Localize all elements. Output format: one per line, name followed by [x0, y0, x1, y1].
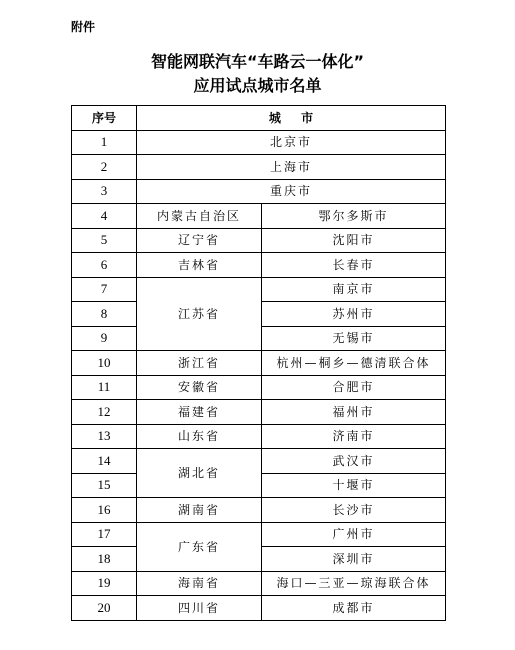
table-row	[72, 130, 446, 155]
row-number: 18	[72, 547, 137, 572]
row-number: 4	[72, 204, 137, 229]
table-row	[72, 155, 446, 180]
city-cell: 无锡市	[262, 326, 446, 351]
province-cell: 山东省	[137, 424, 262, 449]
document-title-line-2: 应用试点城市名单	[193, 76, 322, 95]
header-city: 城 市	[137, 106, 446, 131]
table-row	[72, 277, 446, 302]
table-row	[72, 522, 446, 547]
city-cell: 长春市	[262, 253, 446, 278]
row-number: 1	[72, 130, 137, 155]
city-cell: 苏州市	[262, 302, 446, 327]
row-number: 6	[72, 253, 137, 278]
city-cell: 深圳市	[262, 547, 446, 572]
city-cell: 武汉市	[262, 449, 446, 474]
province-cell: 湖南省	[137, 498, 262, 523]
city-cell: 杭州—桐乡—德清联合体	[262, 351, 446, 376]
table-row	[72, 400, 446, 425]
city-cell: 十堰市	[262, 473, 446, 498]
row-number: 2	[72, 155, 137, 180]
row-number: 8	[72, 302, 137, 327]
table-row	[72, 498, 446, 523]
row-number: 10	[72, 351, 137, 376]
city-cell: 上海市	[137, 155, 446, 180]
table-row	[72, 596, 446, 621]
row-number: 11	[72, 375, 137, 400]
city-cell: 济南市	[262, 424, 446, 449]
city-cell: 合肥市	[262, 375, 446, 400]
table-row	[72, 449, 446, 474]
city-cell: 南京市	[262, 277, 446, 302]
row-number: 20	[72, 596, 137, 621]
city-cell: 沈阳市	[262, 228, 446, 253]
table-row	[72, 253, 446, 278]
row-number: 13	[72, 424, 137, 449]
row-number: 19	[72, 571, 137, 596]
province-cell: 内蒙古自治区	[137, 204, 262, 229]
province-cell: 浙江省	[137, 351, 262, 376]
table-row	[72, 571, 446, 596]
province-cell: 海南省	[137, 571, 262, 596]
row-number: 16	[72, 498, 137, 523]
city-cell: 长沙市	[262, 498, 446, 523]
document-title-line-1: 智能网联汽车“车路云一体化”	[150, 52, 365, 71]
row-number: 7	[72, 277, 137, 302]
table-row	[72, 204, 446, 229]
city-cell: 海口—三亚—琼海联合体	[262, 571, 446, 596]
province-cell: 广东省	[137, 522, 262, 571]
row-number: 17	[72, 522, 137, 547]
row-number: 12	[72, 400, 137, 425]
table-header-row	[72, 106, 446, 131]
pilot-cities-table	[71, 105, 446, 621]
city-cell: 重庆市	[137, 179, 446, 204]
row-number: 3	[72, 179, 137, 204]
city-cell: 鄂尔多斯市	[262, 204, 446, 229]
table-row	[72, 424, 446, 449]
city-cell: 广州市	[262, 522, 446, 547]
row-number: 14	[72, 449, 137, 474]
table-row	[72, 351, 446, 376]
province-cell: 辽宁省	[137, 228, 262, 253]
province-cell: 湖北省	[137, 449, 262, 498]
header-number: 序号	[72, 106, 137, 131]
province-cell: 安徽省	[137, 375, 262, 400]
table-row	[72, 228, 446, 253]
city-cell: 福州市	[262, 400, 446, 425]
province-cell: 四川省	[137, 596, 262, 621]
province-cell: 江苏省	[137, 277, 262, 351]
row-number: 9	[72, 326, 137, 351]
province-cell: 吉林省	[137, 253, 262, 278]
row-number: 5	[72, 228, 137, 253]
city-cell: 北京市	[137, 130, 446, 155]
table-row	[72, 375, 446, 400]
province-cell: 福建省	[137, 400, 262, 425]
city-cell: 成都市	[262, 596, 446, 621]
attachment-label: 附件	[71, 20, 96, 34]
row-number: 15	[72, 473, 137, 498]
table-row	[72, 179, 446, 204]
